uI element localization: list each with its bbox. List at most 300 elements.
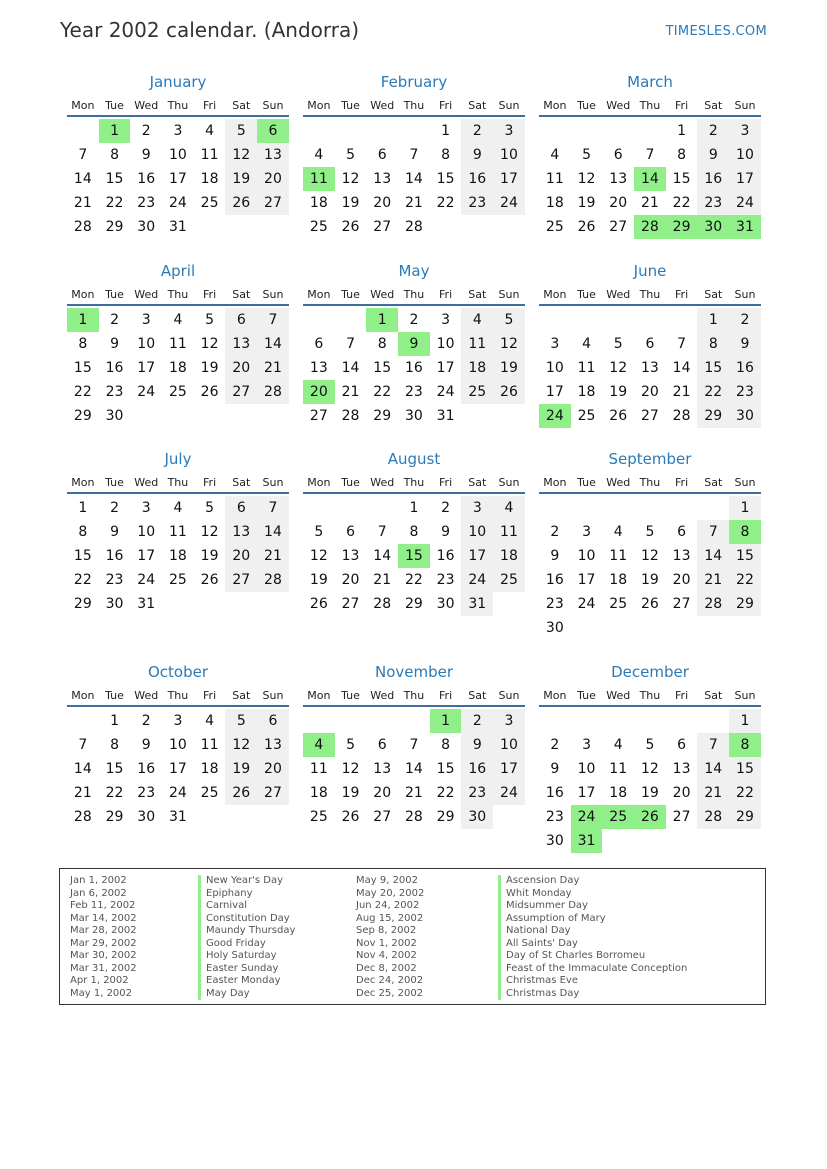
empty-day-cell <box>366 119 398 143</box>
weekday-label: Mon <box>307 689 331 702</box>
empty-day-cell <box>194 404 226 428</box>
day-cell: 29 <box>373 408 392 424</box>
weekday-label: Sun <box>262 689 284 702</box>
day-cell: 23 <box>137 195 156 211</box>
day-cell: 12 <box>200 336 219 352</box>
month-name: May <box>398 262 430 280</box>
holiday-date: Dec 8, 2002 <box>356 962 417 974</box>
empty-day-cell <box>602 308 634 332</box>
day-cell: 7 <box>697 733 729 757</box>
empty-day-cell <box>335 709 367 733</box>
day-cell: 4 <box>314 147 324 163</box>
day-cell: 21 <box>373 572 392 588</box>
day-cell: 8 <box>78 524 88 540</box>
day-cell: 22 <box>404 572 423 588</box>
holiday-date: Mar 31, 2002 <box>70 962 137 974</box>
empty-day-cell <box>493 215 525 239</box>
weekday-label: Wed <box>370 288 395 301</box>
empty-day-cell <box>493 592 525 616</box>
site-link[interactable]: TIMESLES.COM <box>665 24 767 39</box>
day-cell: 16 <box>697 167 729 191</box>
empty-day-cell <box>257 215 289 239</box>
day-cell: 15 <box>373 360 392 376</box>
weekday-label: Thu <box>167 288 189 301</box>
day-cell: 5 <box>346 737 355 753</box>
weekday-label: Sun <box>262 476 284 489</box>
empty-day-cell <box>257 592 289 616</box>
day-cell: 9 <box>550 761 560 777</box>
weekday-label: Fri <box>675 288 689 301</box>
day-cell: 5 <box>225 119 257 143</box>
weekday-label: Sun <box>734 288 756 301</box>
empty-day-cell <box>634 709 666 733</box>
day-cell: 25 <box>609 596 628 612</box>
weekday-label: Tue <box>341 99 360 112</box>
day-cell: 15 <box>436 171 455 187</box>
month-name: February <box>380 73 448 91</box>
week-row <box>539 592 761 616</box>
day-cell: 4 <box>173 500 183 516</box>
weekday-label: Mon <box>307 99 331 112</box>
day-cell: 5 <box>613 336 623 352</box>
empty-day-cell <box>257 404 289 428</box>
day-cell: 11 <box>577 360 596 376</box>
day-cell: 1 <box>409 500 419 516</box>
week-row <box>67 733 289 757</box>
holiday-name: Constitution Day <box>198 913 295 926</box>
day-cell: 13 <box>672 761 691 777</box>
day-cell: 10 <box>493 143 525 167</box>
day-cell: 28 <box>257 380 289 404</box>
day-cell: 25 <box>545 219 564 235</box>
day-cell: 20 <box>225 544 257 568</box>
weekday-header <box>67 687 289 707</box>
weekday-label: Sat <box>468 99 487 112</box>
day-cell: 25 <box>309 219 328 235</box>
day-cell: 6 <box>677 737 687 753</box>
day-cell: 10 <box>493 733 525 757</box>
day-cell: 14 <box>672 360 691 376</box>
holiday-day-cell: 1 <box>430 709 462 733</box>
day-cell: 8 <box>78 336 88 352</box>
day-cell: 7 <box>677 336 687 352</box>
day-cell: 18 <box>577 384 596 400</box>
day-cell: 19 <box>341 785 360 801</box>
holiday-day-cell: 8 <box>729 520 761 544</box>
week-row <box>67 520 289 544</box>
week-row <box>67 805 289 829</box>
holiday-date: Jun 24, 2002 <box>356 900 420 911</box>
day-cell: 5 <box>205 500 215 516</box>
day-cell: 3 <box>729 119 761 143</box>
day-cell: 3 <box>173 123 183 139</box>
day-cell: 15 <box>672 171 691 187</box>
day-cell: 6 <box>645 336 655 352</box>
day-cell: 8 <box>377 336 387 352</box>
week-row <box>539 568 761 592</box>
empty-day-cell <box>539 709 571 733</box>
weekday-label: Sat <box>704 476 723 489</box>
day-cell: 17 <box>729 167 761 191</box>
day-cell: 30 <box>436 596 455 612</box>
holiday-name: New Year's Day <box>198 875 295 888</box>
day-cell: 21 <box>73 195 92 211</box>
empty-day-cell <box>602 829 634 853</box>
week-row <box>303 356 525 380</box>
day-cell: 24 <box>577 596 596 612</box>
day-cell: 29 <box>73 596 92 612</box>
day-cell: 6 <box>377 737 387 753</box>
day-cell: 6 <box>257 709 289 733</box>
weekday-label: Sat <box>704 689 723 702</box>
holiday-name: Christmas Day <box>498 988 687 1001</box>
empty-day-cell <box>571 308 603 332</box>
day-cell: 4 <box>461 308 493 332</box>
day-cell: 30 <box>545 833 564 849</box>
day-cell: 30 <box>105 596 124 612</box>
week-row <box>539 805 761 829</box>
weekday-label: Thu <box>167 476 189 489</box>
weekday-header <box>539 97 761 117</box>
day-cell: 26 <box>200 384 219 400</box>
day-cell: 27 <box>257 191 289 215</box>
day-cell: 1 <box>110 713 119 729</box>
week-row <box>67 215 289 239</box>
day-cell: 2 <box>697 119 729 143</box>
day-cell: 10 <box>577 761 596 777</box>
day-cell: 11 <box>168 524 187 540</box>
week-row <box>539 781 761 805</box>
week-row <box>539 215 761 239</box>
weekday-header <box>303 474 525 494</box>
day-cell: 10 <box>577 548 596 564</box>
month-october <box>67 662 289 829</box>
holiday-name: Ascension Day <box>498 875 687 888</box>
day-cell: 8 <box>441 147 451 163</box>
week-row <box>67 709 289 733</box>
day-cell: 20 <box>609 195 628 211</box>
day-cell: 21 <box>672 384 691 400</box>
day-cell: 7 <box>697 520 729 544</box>
weekday-label: Mon <box>543 99 567 112</box>
day-cell: 13 <box>257 733 289 757</box>
day-cell: 20 <box>640 384 659 400</box>
holiday-name: All Saints' Day <box>498 938 687 951</box>
holiday-day-cell: 28 <box>634 215 666 239</box>
week-row <box>67 308 289 332</box>
day-cell: 25 <box>200 195 219 211</box>
empty-day-cell <box>493 404 525 428</box>
week-row <box>539 496 761 520</box>
holiday-day-cell: 6 <box>257 119 289 143</box>
weekday-label: Mon <box>307 476 331 489</box>
day-cell: 18 <box>309 785 328 801</box>
day-cell: 24 <box>493 191 525 215</box>
day-cell: 1 <box>697 308 729 332</box>
day-cell: 10 <box>461 520 493 544</box>
week-row <box>67 191 289 215</box>
day-cell: 12 <box>609 360 628 376</box>
day-cell: 7 <box>377 524 387 540</box>
holiday-day-cell: 1 <box>67 308 99 332</box>
holiday-list <box>59 868 766 1005</box>
day-cell: 5 <box>314 524 324 540</box>
day-cell: 21 <box>341 384 360 400</box>
empty-day-cell <box>335 496 367 520</box>
day-cell: 13 <box>640 360 659 376</box>
week-row <box>539 829 761 853</box>
day-cell: 13 <box>225 332 257 356</box>
day-cell: 27 <box>341 596 360 612</box>
day-cell: 12 <box>225 143 257 167</box>
empty-day-cell <box>602 119 634 143</box>
weekday-label: Thu <box>639 288 661 301</box>
day-cell: 22 <box>73 384 92 400</box>
day-cell: 8 <box>110 737 119 753</box>
day-cell: 31 <box>168 809 187 825</box>
empty-day-cell <box>194 805 226 829</box>
day-cell: 16 <box>137 761 156 777</box>
day-cell: 8 <box>697 332 729 356</box>
day-cell: 5 <box>582 147 591 163</box>
empty-day-cell <box>729 829 761 853</box>
weekday-label: Sun <box>498 99 520 112</box>
day-cell: 27 <box>257 781 289 805</box>
day-cell: 28 <box>73 219 92 235</box>
weekday-label: Wed <box>370 476 395 489</box>
week-row <box>303 496 525 520</box>
empty-day-cell <box>335 119 367 143</box>
weekday-label: Tue <box>341 689 360 702</box>
day-cell: 19 <box>225 757 257 781</box>
holiday-name: Christmas Eve <box>498 975 687 988</box>
day-cell: 9 <box>729 332 761 356</box>
day-cell: 24 <box>729 191 761 215</box>
week-row <box>303 191 525 215</box>
day-cell: 26 <box>309 596 328 612</box>
empty-day-cell <box>303 308 335 332</box>
month-name: October <box>147 663 209 681</box>
day-cell: 2 <box>441 500 451 516</box>
empty-day-cell <box>162 592 194 616</box>
holiday-names-col-2 <box>498 875 687 1000</box>
empty-day-cell <box>398 119 430 143</box>
week-row <box>303 143 525 167</box>
day-cell: 14 <box>697 544 729 568</box>
day-cell: 3 <box>582 737 591 753</box>
day-cell: 12 <box>341 761 360 777</box>
day-cell: 1 <box>677 123 687 139</box>
empty-day-cell <box>697 496 729 520</box>
day-cell: 20 <box>225 356 257 380</box>
day-cell: 28 <box>73 809 92 825</box>
day-cell: 10 <box>168 147 187 163</box>
weekday-label: Thu <box>639 476 661 489</box>
empty-day-cell <box>634 616 666 640</box>
day-cell: 7 <box>78 147 88 163</box>
day-cell: 18 <box>200 171 219 187</box>
day-cell: 9 <box>141 737 151 753</box>
empty-day-cell <box>194 592 226 616</box>
weekday-label: Sat <box>468 476 487 489</box>
week-row <box>539 404 761 428</box>
weekday-label: Sat <box>704 288 723 301</box>
day-cell: 6 <box>225 308 257 332</box>
day-cell: 26 <box>640 596 659 612</box>
day-cell: 27 <box>225 380 257 404</box>
day-cell: 26 <box>225 191 257 215</box>
week-row <box>303 592 525 616</box>
day-cell: 11 <box>309 761 328 777</box>
day-cell: 23 <box>137 785 156 801</box>
empty-day-cell <box>493 805 525 829</box>
week-row <box>67 592 289 616</box>
holiday-name: Midsummer Day <box>498 900 687 913</box>
holiday-day-cell: 29 <box>666 215 698 239</box>
holiday-day-cell: 30 <box>697 215 729 239</box>
day-cell: 7 <box>257 308 289 332</box>
holiday-names-col-1 <box>198 875 295 1000</box>
weekday-label: Fri <box>439 689 453 702</box>
weekday-header <box>539 687 761 707</box>
day-cell: 26 <box>609 408 628 424</box>
day-cell: 30 <box>404 408 423 424</box>
day-cell: 4 <box>613 524 623 540</box>
empty-day-cell <box>634 119 666 143</box>
week-row <box>67 143 289 167</box>
weekday-label: Sun <box>734 689 756 702</box>
month-name: September <box>608 450 692 468</box>
holiday-day-cell: 31 <box>729 215 761 239</box>
holiday-day-cell: 8 <box>729 733 761 757</box>
holiday-name: Day of St Charles Borromeu <box>498 950 687 963</box>
week-row <box>67 380 289 404</box>
empty-day-cell <box>366 496 398 520</box>
empty-day-cell <box>130 404 162 428</box>
day-cell: 18 <box>200 761 219 777</box>
week-row <box>303 568 525 592</box>
month-name: December <box>611 663 689 681</box>
day-cell: 25 <box>493 568 525 592</box>
day-cell: 14 <box>73 171 92 187</box>
day-cell: 11 <box>609 761 628 777</box>
day-cell: 3 <box>461 496 493 520</box>
day-cell: 21 <box>404 195 423 211</box>
day-cell: 15 <box>73 548 92 564</box>
weekday-label: Sat <box>468 689 487 702</box>
day-cell: 13 <box>257 143 289 167</box>
holiday-day-cell: 1 <box>99 119 131 143</box>
day-cell: 28 <box>697 805 729 829</box>
day-cell: 29 <box>729 592 761 616</box>
holiday-dates-col-2 <box>356 875 424 1000</box>
day-cell: 25 <box>168 572 187 588</box>
day-cell: 21 <box>257 544 289 568</box>
weekday-label: Tue <box>577 476 596 489</box>
day-cell: 28 <box>373 596 392 612</box>
day-cell: 11 <box>200 737 219 753</box>
day-cell: 9 <box>697 143 729 167</box>
day-cell: 3 <box>550 336 560 352</box>
day-cell: 23 <box>545 809 564 825</box>
empty-day-cell <box>257 805 289 829</box>
weekday-label: Mon <box>71 288 95 301</box>
day-cell: 13 <box>672 548 691 564</box>
holiday-day-cell: 1 <box>366 308 398 332</box>
weekday-label: Wed <box>134 476 159 489</box>
holiday-dates-col-1 <box>70 875 137 1000</box>
day-cell: 21 <box>404 785 423 801</box>
day-cell: 27 <box>672 596 691 612</box>
day-cell: 17 <box>168 171 187 187</box>
empty-day-cell <box>225 592 257 616</box>
holiday-day-cell: 26 <box>634 805 666 829</box>
empty-day-cell <box>225 215 257 239</box>
day-cell: 19 <box>640 785 659 801</box>
day-cell: 24 <box>168 785 187 801</box>
month-name: April <box>160 262 196 280</box>
day-cell: 22 <box>105 785 124 801</box>
empty-day-cell <box>666 829 698 853</box>
day-cell: 20 <box>257 757 289 781</box>
month-january <box>67 72 289 239</box>
day-cell: 12 <box>225 733 257 757</box>
weekday-label: Thu <box>639 689 661 702</box>
day-cell: 25 <box>309 809 328 825</box>
day-cell: 9 <box>110 524 119 540</box>
day-cell: 1 <box>441 123 451 139</box>
day-cell: 23 <box>461 781 493 805</box>
empty-day-cell <box>67 709 99 733</box>
day-cell: 25 <box>577 408 596 424</box>
holiday-date: Dec 25, 2002 <box>356 987 424 999</box>
weekday-label: Tue <box>105 288 124 301</box>
day-cell: 29 <box>73 408 92 424</box>
day-cell: 7 <box>645 147 655 163</box>
empty-day-cell <box>634 496 666 520</box>
day-cell: 16 <box>105 548 124 564</box>
day-cell: 12 <box>493 332 525 356</box>
week-row <box>303 733 525 757</box>
weekday-label: Sat <box>232 99 251 112</box>
holiday-date: Jan 6, 2002 <box>70 887 127 899</box>
day-cell: 11 <box>168 336 187 352</box>
day-cell: 27 <box>609 219 628 235</box>
holiday-name: Maundy Thursday <box>198 925 295 938</box>
day-cell: 22 <box>672 195 691 211</box>
weekday-label: Fri <box>675 99 689 112</box>
day-cell: 29 <box>105 809 124 825</box>
day-cell: 13 <box>373 761 392 777</box>
day-cell: 27 <box>373 219 392 235</box>
day-cell: 18 <box>493 544 525 568</box>
day-cell: 3 <box>173 713 183 729</box>
day-cell: 19 <box>341 195 360 211</box>
holiday-date: Nov 4, 2002 <box>356 950 417 961</box>
day-cell: 29 <box>697 404 729 428</box>
day-cell: 14 <box>341 360 360 376</box>
weekday-label: Wed <box>134 99 159 112</box>
day-cell: 2 <box>550 737 560 753</box>
day-cell: 16 <box>137 171 156 187</box>
holiday-name: Holy Saturday <box>198 950 295 963</box>
day-cell: 12 <box>640 548 659 564</box>
day-cell: 19 <box>309 572 328 588</box>
day-cell: 8 <box>441 737 451 753</box>
holiday-date: Dec 24, 2002 <box>356 975 424 986</box>
day-cell: 17 <box>577 785 596 801</box>
day-cell: 20 <box>373 785 392 801</box>
